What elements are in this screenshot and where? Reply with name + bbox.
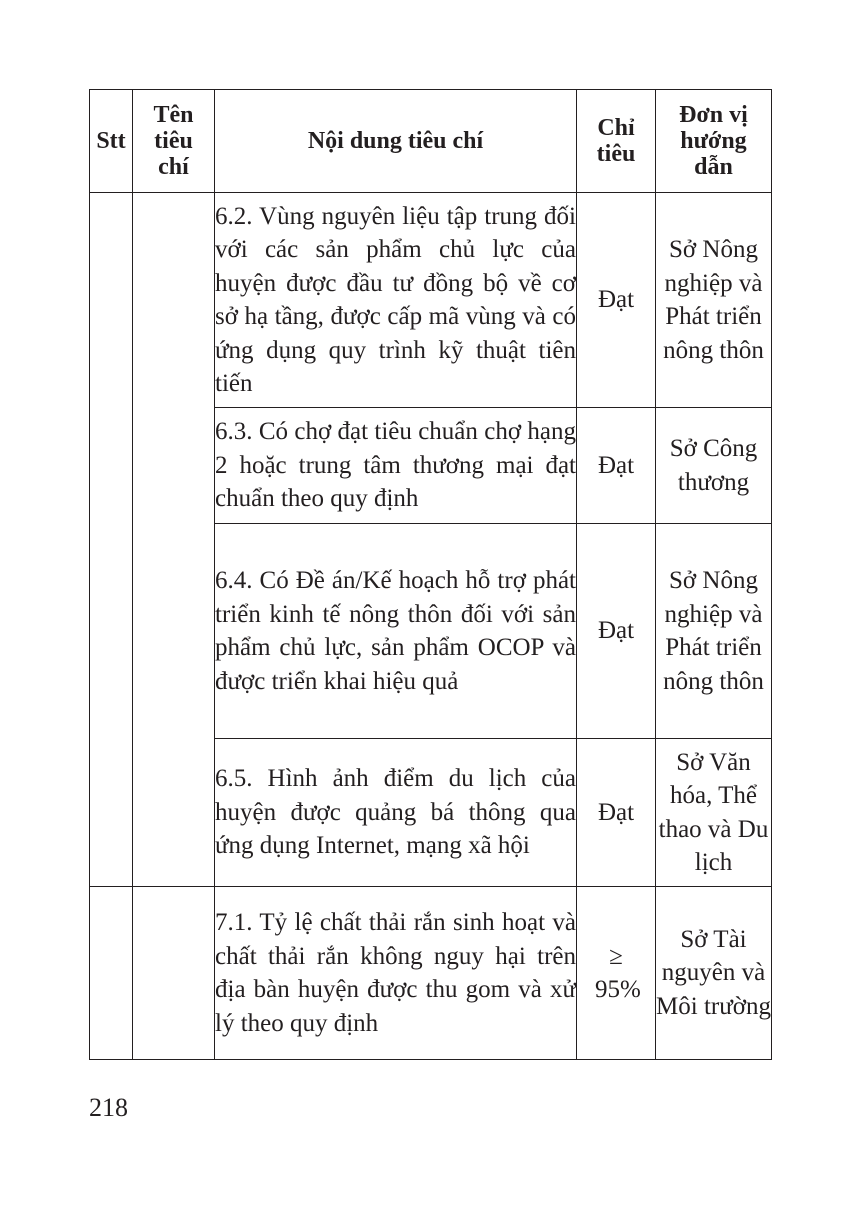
guiding-unit-cell: Sở Nông nghiệp và Phát triển nông thôn [656, 524, 772, 739]
criteria-name-cell [133, 193, 215, 887]
stt-cell [90, 887, 133, 1060]
header-criteria-name [133, 90, 215, 193]
header-stt: Stt [90, 90, 133, 193]
target-cell: Đạt [577, 524, 656, 739]
criteria-content-cell: 6.2. Vùng nguyên liệu tập trung đối với các sản phẩm chủ lực của huyện được đầu tư đồng bộ về cơ sở hạ tầng, được cấp mã vùng và có ứng dụng quy trình kỹ thuật tiên tiến [215, 193, 577, 408]
target-cell: Đạt [577, 408, 656, 524]
criteria-content-cell: 6.3. Có chợ đạt tiêu chuẩn chợ hạng 2 hoặc trung tâm thương mại đạt chuẩn theo quy định [215, 408, 577, 524]
guiding-unit-cell: Sở Tài nguyên và Môi trường [656, 887, 772, 1060]
guiding-unit-text: Sở Công thương [669, 435, 758, 496]
guiding-unit-cell: Sở Văn hóa, Thể thao và Du lịch [656, 739, 772, 887]
criteria-content-cell: 6.5. Hình ảnh điểm du lịch của huyện được quảng bá thông qua ứng dụng Internet, mạng xã hội [215, 739, 577, 887]
guiding-unit-cell: Sở Nông nghiệp và Phát triển nông thôn [656, 193, 772, 408]
criteria-content-cell: 7.1. Tỷ lệ chất thải rắn sinh hoạt và chất thải rắn không nguy hại trên địa bàn huyện được thu gom và xử lý theo quy định [215, 887, 577, 1060]
header-criteria-name-text: Tên tiêu chí [153, 102, 194, 180]
target-cell [577, 887, 656, 1060]
criteria-content-cell: 6.4. Có Đề án/Kế hoạch hỗ trợ phát triển kinh tế nông thôn đối với sản phẩm chủ lực, sản phẩm OCOP và được triển khai hiệu quả [215, 524, 577, 739]
target-cell: Đạt [577, 193, 656, 408]
target-cell: Đạt [577, 739, 656, 887]
stt-cell [90, 193, 133, 887]
criteria-table [89, 89, 772, 1060]
guiding-unit-cell [656, 408, 772, 524]
header-target [577, 90, 656, 193]
header-guiding-unit-text: Đơn vị hướng dẫn [679, 102, 748, 180]
table-header-row [90, 90, 772, 193]
table-row [90, 887, 772, 1060]
header-target-text: Chỉ tiêu [596, 115, 636, 167]
target-text: ≥ 95% [595, 942, 641, 1003]
header-guiding-unit [656, 90, 772, 193]
page-number: 218 [89, 1093, 128, 1122]
header-criteria-content: Nội dung tiêu chí [215, 90, 577, 193]
criteria-name-cell [133, 887, 215, 1060]
table-row [90, 193, 772, 408]
